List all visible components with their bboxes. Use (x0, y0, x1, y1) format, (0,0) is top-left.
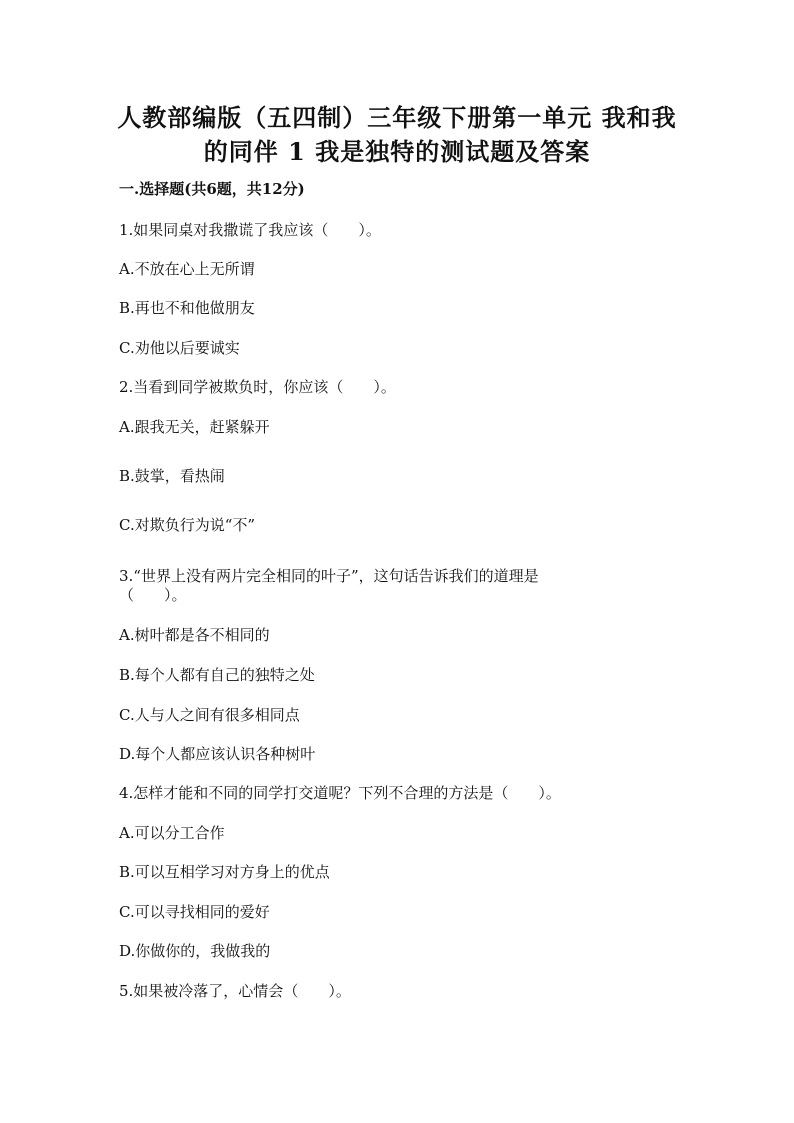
question-3-option-d: D.每个人都应该认识各种树叶 (119, 745, 316, 763)
question-4-option-a: A.可以分工合作 (119, 824, 225, 842)
question-2-option-a: A.跟我无关，赶紧躲开 (119, 418, 270, 436)
question-3-option-b: B.每个人都有自己的独特之处 (119, 666, 315, 684)
document-title-line-1: 人教部编版（五四制）三年级下册第一单元 我和我 (117, 103, 677, 132)
question-3-stem: 3.“世界上没有两片完全相同的叶子”，这句话告诉我们的道理是 (119, 567, 539, 585)
document-title-line-2: 的同伴 1 我是独特的测试题及答案 (203, 137, 591, 166)
question-3-option-c: C.人与人之间有很多相同点 (119, 706, 300, 724)
section-heading: 一.选择题(共6题，共12分) (119, 180, 305, 198)
question-5-stem: 5.如果被冷落了，心情会（ ）。 (119, 982, 351, 1000)
question-1-stem: 1.如果同桌对我撒谎了我应该（ ）。 (119, 221, 381, 239)
question-2-stem: 2.当看到同学被欺负时，你应该（ ）。 (119, 378, 396, 396)
question-1-option-a: A.不放在心上无所谓 (119, 260, 255, 278)
question-4-stem: 4.怎样才能和不同的同学打交道呢？下列不合理的方法是（ ）。 (119, 784, 561, 802)
question-2-option-c: C.对欺负行为说“不” (119, 516, 256, 534)
question-3-stem-continuation: （ ）。 (119, 586, 187, 604)
question-4-option-b: B.可以互相学习对方身上的优点 (119, 863, 330, 881)
question-1-option-b: B.再也不和他做朋友 (119, 299, 255, 317)
question-3-option-a: A.树叶都是各不相同的 (119, 626, 270, 644)
question-4-option-c: C.可以寻找相同的爱好 (119, 903, 270, 921)
question-1-option-c: C.劝他以后要诚实 (119, 339, 240, 357)
question-2-option-b: B.鼓掌，看热闹 (119, 467, 225, 485)
question-4-option-d: D.你做你的，我做我的 (119, 942, 271, 960)
